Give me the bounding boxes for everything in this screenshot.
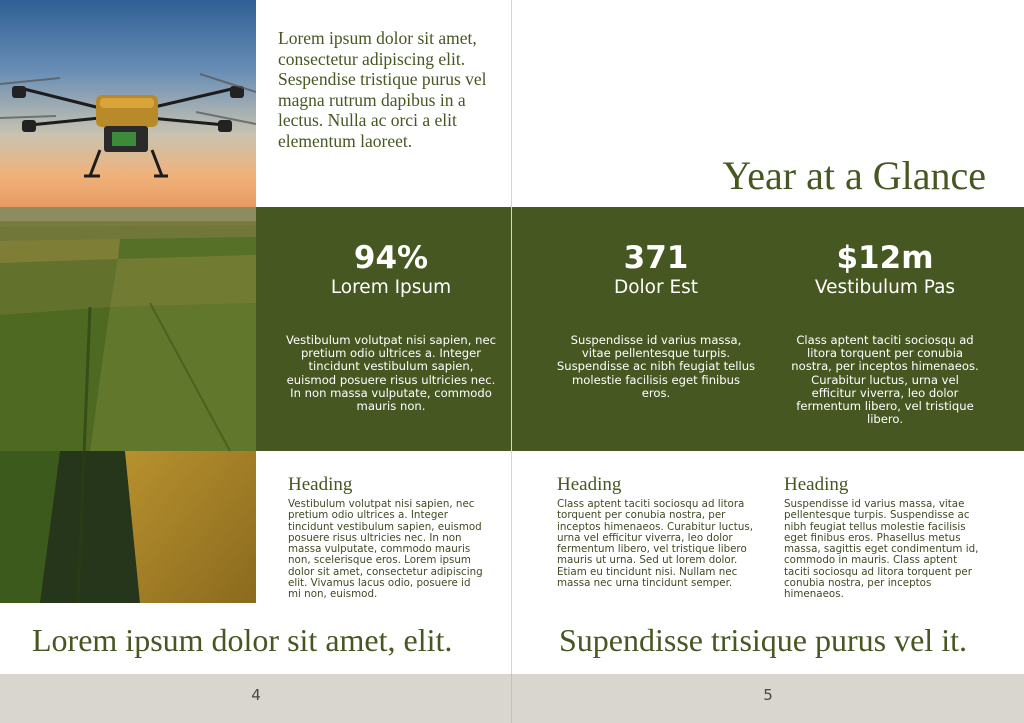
text-column-2 xyxy=(557,474,753,589)
pull-quote-right: Supendisse trisique purus vel it. xyxy=(559,622,967,658)
stat-value: $12m xyxy=(836,240,934,276)
column-heading: Heading xyxy=(288,474,353,495)
stat-value: 371 xyxy=(623,240,689,276)
footer-gutter xyxy=(511,674,512,723)
page-title: Year at a Glance xyxy=(722,153,986,198)
page-footer xyxy=(0,674,1024,723)
stat-description: Vestibulum volutpat nisi sapien, nec pretium odio ultrices a. Integer tincidunt vestibulum sapien, euismod posuere risus ultricies nec. In non massa vulputate, commodo mauris non. xyxy=(286,333,496,414)
stat-block-2 xyxy=(556,240,756,400)
drone-icon xyxy=(0,0,256,190)
pull-quote-left: Lorem ipsum dolor sit amet, elit. xyxy=(32,622,453,658)
stat-description: Suspendisse id varius massa, vitae pellentesque turpis. Suspendisse ac nibh feugiat tellus molestie facilisis eget finibus eros. xyxy=(556,333,756,400)
intro-paragraph: Lorem ipsum dolor sit amet, consectetur adipiscing elit. Sespendise tristique purus vel magna rutrum dapibus in a lectus. Nulla ac orci a elit elementum laoreet. xyxy=(278,28,487,151)
stat-block-1 xyxy=(286,240,496,413)
text-column-1 xyxy=(288,474,484,601)
column-body: Class aptent taciti sociosqu ad litora torquent per conubia nostra, per inceptos himenaeos. Curabitur luctus, urna vel efficitur viverra, leo dolor fermentum libero, vel tristique libero mauris ut urna. Sed ut lorem dolor. Etiam eu tincidunt nisi. Nullam nec massa nec urna tincidunt semper. xyxy=(557,498,754,590)
column-heading: Heading xyxy=(784,474,849,495)
stat-description: Class aptent taciti sociosqu ad litora torquent per conubia nostra, per inceptos himenaeos. Curabitur luctus, urna vel efficitur viverra, leo dolor fermentum libero, vel tristique libero. xyxy=(791,333,979,427)
column-heading: Heading xyxy=(557,474,622,495)
text-column-3 xyxy=(784,474,980,601)
column-body: Suspendisse id varius massa, vitae pellentesque turpis. Suspendisse ac nibh feugiat tellus molestie facilisis eget finibus eros. Phasellus metus massa, sagittis eget condimentum id, commodo in mauris. Class aptent taciti sociosqu ad litora torquent per conubia nostra, per inceptos himenaeos. xyxy=(784,498,979,601)
column-body: Vestibulum volutpat nisi sapien, nec pretium odio ultrices a. Integer tincidunt vestibulum sapien, euismod posuere risus ultricies nec. In non massa vulputate, commodo mauris non, scelerisque eros. Lorem ipsum dolor sit amet, consectetur adipiscing elit. Vivamus lacus odio, posuere id mi non, euismod. xyxy=(288,498,483,601)
stat-value: 94% xyxy=(353,240,429,276)
stat-label: Lorem Ipsum xyxy=(330,277,452,298)
farm-fields-image xyxy=(0,207,256,603)
stat-label: Vestibulum Pas xyxy=(814,277,956,298)
stat-block-3 xyxy=(790,240,980,426)
page-gutter xyxy=(511,0,512,674)
drone-field-photo xyxy=(0,0,256,603)
page-number-right: 5 xyxy=(763,686,773,704)
stat-label: Dolor Est xyxy=(613,277,699,298)
page-number-left: 4 xyxy=(251,686,261,704)
